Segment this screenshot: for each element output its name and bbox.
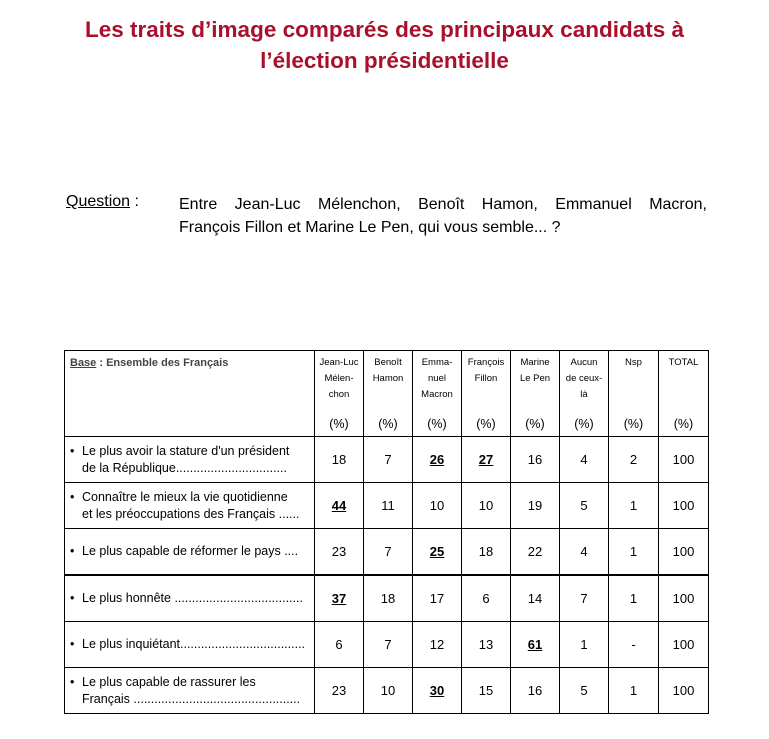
significant-value: 30 bbox=[429, 683, 445, 698]
base-cell bbox=[65, 351, 315, 437]
value-cell bbox=[315, 529, 364, 576]
value: 100 bbox=[672, 591, 695, 606]
value: 2 bbox=[629, 452, 638, 467]
row-label-line: et les préoccupations des Français ...... bbox=[82, 506, 300, 521]
value: 19 bbox=[527, 498, 543, 513]
value-cell bbox=[609, 575, 659, 622]
unit-cell: (%) bbox=[659, 411, 709, 437]
significant-value: 27 bbox=[478, 452, 494, 467]
table-row bbox=[65, 668, 709, 714]
value-cell bbox=[511, 575, 560, 622]
value-cell bbox=[659, 622, 709, 668]
value: 10 bbox=[380, 683, 396, 698]
value: 23 bbox=[331, 683, 347, 698]
value: 6 bbox=[335, 637, 343, 652]
unit-cell: (%) bbox=[462, 411, 511, 437]
value-cell bbox=[364, 483, 413, 529]
value-cell bbox=[462, 483, 511, 529]
value-cell bbox=[659, 437, 709, 483]
value: 100 bbox=[672, 544, 695, 559]
value-cell bbox=[413, 575, 462, 622]
column-header bbox=[413, 351, 462, 412]
value: 13 bbox=[478, 637, 494, 652]
column-header-line: Nsp bbox=[625, 357, 642, 368]
value: 5 bbox=[580, 498, 588, 513]
table-row bbox=[65, 529, 709, 576]
column-header-line: Emma- bbox=[421, 357, 453, 368]
bullet-icon: • bbox=[70, 489, 75, 504]
value-cell bbox=[413, 668, 462, 714]
page-title bbox=[0, 14, 769, 76]
value: 7 bbox=[384, 544, 392, 559]
value-cell bbox=[659, 668, 709, 714]
value-cell bbox=[560, 483, 609, 529]
value-cell bbox=[364, 575, 413, 622]
value-cell bbox=[560, 668, 609, 714]
row-label-line: Le plus inquiétant.................................... bbox=[82, 637, 306, 651]
column-header-line: Fillon bbox=[474, 373, 498, 384]
value-cell bbox=[315, 622, 364, 668]
question-label-colon: : bbox=[130, 193, 139, 210]
column-header-line: Macron bbox=[421, 389, 453, 400]
row-label-line: Le plus avoir la stature d'un président bbox=[82, 443, 290, 458]
value-cell bbox=[413, 437, 462, 483]
column-header-line: Aucun bbox=[570, 357, 598, 368]
value: 5 bbox=[580, 683, 588, 698]
significant-value: 37 bbox=[331, 591, 347, 606]
value-cell bbox=[364, 437, 413, 483]
value: 1 bbox=[580, 637, 588, 652]
value-cell bbox=[462, 622, 511, 668]
value-cell bbox=[315, 668, 364, 714]
bullet-icon: • bbox=[70, 443, 75, 458]
column-header-line: François bbox=[467, 357, 505, 368]
value: 1 bbox=[629, 544, 638, 559]
row-label bbox=[65, 437, 315, 483]
column-header-line: là bbox=[580, 389, 588, 400]
value-cell bbox=[462, 437, 511, 483]
value-cell bbox=[659, 529, 709, 576]
unit-cell: (%) bbox=[511, 411, 560, 437]
value-cell bbox=[609, 437, 659, 483]
value: 7 bbox=[384, 637, 392, 652]
value: 18 bbox=[380, 591, 396, 606]
column-header-line: Le Pen bbox=[519, 373, 551, 384]
value-cell bbox=[511, 437, 560, 483]
significant-value: 61 bbox=[527, 637, 543, 652]
question-label-text: Question bbox=[66, 193, 131, 210]
column-header bbox=[364, 351, 413, 412]
value: 17 bbox=[429, 591, 445, 606]
significant-value: 44 bbox=[331, 498, 347, 513]
value-cell bbox=[511, 622, 560, 668]
table-row bbox=[65, 483, 709, 529]
value-cell bbox=[364, 529, 413, 576]
value: 1 bbox=[629, 591, 638, 606]
row-label bbox=[65, 668, 315, 714]
value: 4 bbox=[580, 544, 588, 559]
value: 1 bbox=[629, 683, 638, 698]
row-label bbox=[65, 575, 315, 622]
table-row bbox=[65, 437, 709, 483]
value: 16 bbox=[527, 683, 543, 698]
unit-cell: (%) bbox=[560, 411, 609, 437]
value-cell bbox=[315, 575, 364, 622]
value-cell bbox=[609, 668, 659, 714]
column-header-line: Benoît bbox=[374, 357, 402, 368]
value: 16 bbox=[527, 452, 543, 467]
value-cell bbox=[659, 483, 709, 529]
value-cell bbox=[609, 622, 659, 668]
row-label-line: Le plus capable de réformer le pays .... bbox=[82, 544, 299, 558]
value-cell bbox=[413, 622, 462, 668]
value-cell bbox=[413, 529, 462, 576]
value: 11 bbox=[381, 498, 395, 513]
value-cell bbox=[364, 668, 413, 714]
value: 100 bbox=[672, 498, 695, 513]
row-label bbox=[65, 622, 315, 668]
bullet-icon: • bbox=[70, 637, 75, 651]
value: 7 bbox=[384, 452, 392, 467]
value: 100 bbox=[672, 452, 695, 467]
value-cell bbox=[511, 529, 560, 576]
unit-cell: (%) bbox=[609, 411, 659, 437]
significant-value: 26 bbox=[429, 452, 445, 467]
column-header-line: TOTAL bbox=[668, 357, 699, 368]
column-header bbox=[560, 351, 609, 412]
value: 6 bbox=[482, 591, 490, 606]
value-cell bbox=[659, 575, 709, 622]
question-line-2: François Fillon et Marine Le Pen, qui vous semble... ? bbox=[179, 219, 561, 236]
value: - bbox=[631, 637, 636, 652]
value-cell bbox=[560, 575, 609, 622]
value-cell bbox=[560, 529, 609, 576]
row-label bbox=[65, 529, 315, 576]
row-label-line: Le plus honnête ..................................... bbox=[82, 591, 303, 605]
value: 100 bbox=[672, 683, 695, 698]
value: 4 bbox=[580, 452, 588, 467]
column-header bbox=[511, 351, 560, 412]
title-line-1: Les traits d’image comparés des principaux candidats à bbox=[85, 17, 684, 42]
row-label-line: Connaître le mieux la vie quotidienne bbox=[82, 489, 288, 504]
column-header-line: de ceux- bbox=[565, 373, 603, 384]
value: 7 bbox=[580, 591, 588, 606]
base-text: : Ensemble des Français bbox=[96, 357, 229, 369]
value-cell bbox=[560, 622, 609, 668]
value: 18 bbox=[331, 452, 347, 467]
value-cell bbox=[609, 529, 659, 576]
value-cell bbox=[511, 668, 560, 714]
row-label-line: Français ................................................ bbox=[82, 691, 301, 706]
row-label bbox=[65, 483, 315, 529]
column-header bbox=[609, 351, 659, 412]
value-cell bbox=[364, 622, 413, 668]
column-header bbox=[659, 351, 709, 412]
value: 10 bbox=[429, 498, 445, 513]
results-table bbox=[64, 350, 709, 714]
table-row bbox=[65, 575, 709, 622]
column-header-line: chon bbox=[328, 389, 350, 400]
value-cell bbox=[609, 483, 659, 529]
unit-cell: (%) bbox=[315, 411, 364, 437]
value: 100 bbox=[672, 637, 695, 652]
bullet-icon: • bbox=[70, 591, 75, 605]
value-cell bbox=[462, 668, 511, 714]
column-header-line: Hamon bbox=[372, 373, 404, 384]
value-cell bbox=[462, 575, 511, 622]
value: 12 bbox=[429, 637, 445, 652]
value-cell bbox=[560, 437, 609, 483]
value: 1 bbox=[629, 498, 638, 513]
value-cell bbox=[413, 483, 462, 529]
column-header bbox=[462, 351, 511, 412]
value-cell bbox=[511, 483, 560, 529]
base-label: Base bbox=[70, 357, 97, 369]
column-header-line: nuel bbox=[428, 373, 446, 384]
significant-value: 25 bbox=[429, 544, 445, 559]
column-header bbox=[315, 351, 364, 412]
value-cell bbox=[315, 437, 364, 483]
value: 15 bbox=[478, 683, 494, 698]
value-cell bbox=[462, 529, 511, 576]
value: 10 bbox=[478, 498, 494, 513]
bullet-icon: • bbox=[70, 544, 75, 558]
value-cell bbox=[315, 483, 364, 529]
row-label-line: Le plus capable de rassurer les bbox=[82, 674, 256, 689]
bullet-icon: • bbox=[70, 674, 75, 689]
question-line-1: Entre Jean-Luc Mélenchon, Benoît Hamon, Emmanuel Macron, bbox=[179, 196, 707, 213]
table-row bbox=[65, 622, 709, 668]
value: 23 bbox=[331, 544, 347, 559]
question-text bbox=[179, 193, 707, 239]
column-header-line: Marine bbox=[520, 357, 550, 368]
unit-cell: (%) bbox=[364, 411, 413, 437]
title-line-2: l’élection présidentielle bbox=[260, 48, 509, 73]
unit-cell: (%) bbox=[413, 411, 462, 437]
value: 22 bbox=[527, 544, 543, 559]
question-label bbox=[66, 193, 139, 211]
column-header-line: Jean-Luc bbox=[319, 357, 359, 368]
value: 18 bbox=[478, 544, 494, 559]
column-header-line: Mélen- bbox=[324, 373, 354, 384]
row-label-line: de la République................................ bbox=[82, 460, 287, 475]
value: 14 bbox=[527, 591, 543, 606]
